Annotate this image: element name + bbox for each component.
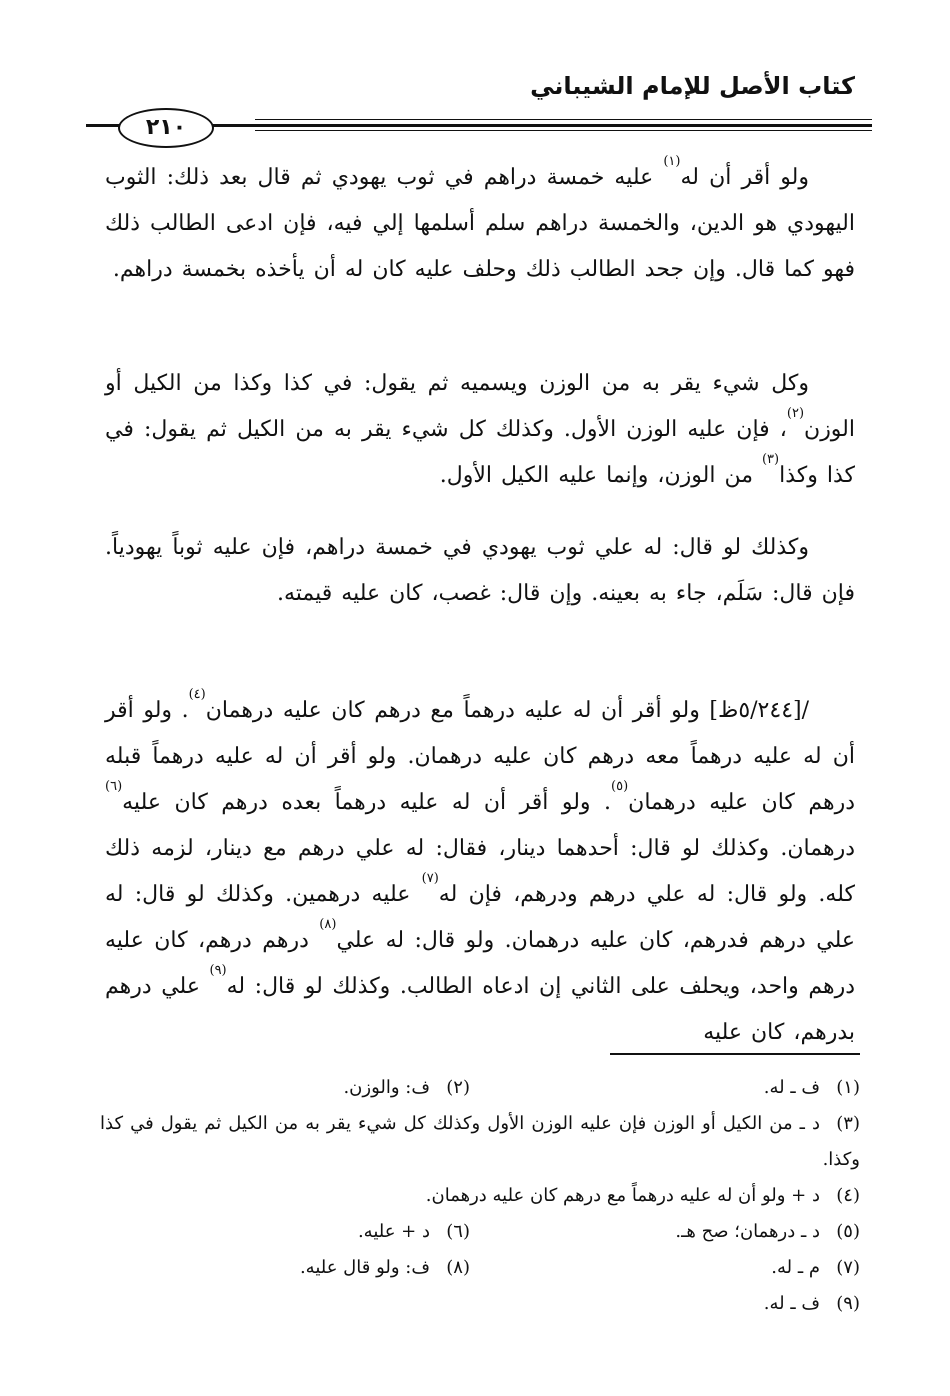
footnote-row: [100, 1178, 860, 1214]
paragraph-text: ولو أقر أن له عليه درهماً مع درهم كان عليه درهمان: [205, 698, 710, 723]
paragraph-text: علي درهم بدرهم، كان عليه: [105, 974, 855, 1045]
paragraph-text: ولو أقر أن له: [680, 165, 809, 190]
footnote-text: ف ـ له.: [763, 1293, 820, 1314]
footnote-ref-8[interactable]: (٨): [319, 917, 337, 932]
footnote-number: (٩): [836, 1293, 860, 1314]
footnote-ref-7[interactable]: (٧): [421, 871, 439, 886]
footnote-number: (٦): [446, 1221, 470, 1242]
paragraph-1: [105, 155, 855, 293]
footnote-number: (٧): [836, 1257, 860, 1278]
manuscript-folio-marker: /[٥/٢٤٤ظ]: [709, 698, 810, 723]
footnote-ref-5[interactable]: (٥): [611, 779, 629, 794]
paragraph-text: من الوزن، وإنما عليه الكيل الأول.: [439, 463, 762, 488]
footnote-3: [100, 1106, 860, 1178]
header-rule-top: [255, 119, 872, 120]
paragraph-text: وكل شيء يقر به من الوزن ويسميه ثم يقول: في كذا وكذا من الكيل أو الوزن: [105, 371, 855, 442]
footnote-2: [343, 1070, 470, 1106]
footnote-text: د ـ درهمان؛ صح هـ.: [675, 1221, 820, 1242]
footnote-7: [771, 1250, 860, 1286]
footnote-ref-1[interactable]: (١): [663, 154, 681, 169]
paragraph-text: ، فإن عليه الوزن الأول. وكذلك كل شيء يقر به من الكيل ثم يقول: في كذا وكذا: [105, 417, 855, 488]
footnote-row: [100, 1214, 860, 1250]
paragraph-text: . ولو أقر أن له عليه درهماً معه درهم كان عليه درهمان. ولو أقر أن له عليه درهماً قبله درهم كان عليه درهمان: [105, 698, 856, 815]
paragraph-text: درهم درهم، كان عليه درهم واحد، ويحلف على الثاني إن ادعاه الطالب. وكذلك لو قال: له: [105, 928, 855, 999]
footnote-text: د + ولو أن له عليه درهماً مع درهم كان عليه درهمان.: [425, 1185, 820, 1206]
footnote-ref-4[interactable]: (٤): [188, 687, 206, 702]
running-header-title: كتاب الأصل للإمام الشيباني: [530, 72, 855, 100]
page-number: ٢١٠: [118, 108, 214, 148]
footnote-1: [764, 1070, 860, 1106]
footnote-ref-3[interactable]: (٣): [761, 452, 780, 467]
footnote-text: ف ـ له.: [763, 1077, 820, 1098]
footnote-4: [426, 1178, 860, 1214]
footnote-text: م ـ له.: [771, 1257, 820, 1278]
footnote-separator: [610, 1053, 860, 1055]
header-rule-bottom: [255, 130, 872, 131]
footnote-number: (٢): [446, 1077, 470, 1098]
footnote-8: [300, 1250, 470, 1286]
footnote-number: (٤): [836, 1185, 860, 1206]
paragraph-text: درهمان. وكذلك لو قال: أحدهما دينار، فقال: له علي درهم مع دينار، لزمه ذلك كله. ولو قال: له علي درهم ودرهم، فإن له: [105, 836, 855, 907]
footnote-row: [100, 1286, 860, 1322]
paragraph-text: . ولو أقر أن له عليه درهماً بعده درهم كان عليه: [122, 790, 612, 815]
footnote-text: د ـ من الكيل أو الوزن فإن عليه الوزن الأول وكذلك كل شيء يقر به من الكيل ثم يقول في كذا وكذا.: [100, 1113, 860, 1170]
paragraph-4: [105, 688, 855, 1056]
footnotes: [100, 1070, 860, 1322]
footnote-number: (٣): [836, 1113, 860, 1134]
footnote-ref-2[interactable]: (٢): [786, 406, 805, 421]
footnote-row: [100, 1070, 860, 1106]
footnote-5: [675, 1214, 860, 1250]
paragraph-3: [105, 525, 855, 617]
footnote-number: (٨): [446, 1257, 470, 1278]
footnote-text: ف: ولو قال عليه.: [299, 1257, 430, 1278]
footnote-9: [764, 1286, 860, 1322]
footnote-number: (٥): [836, 1221, 860, 1242]
footnote-row: [100, 1250, 860, 1286]
footnote-6: [358, 1214, 470, 1250]
footnote-text: د + عليه.: [357, 1221, 430, 1242]
footnote-number: (١): [836, 1077, 860, 1098]
paragraph-text: عليه خمسة دراهم في ثوب يهودي ثم قال بعد ذلك: الثوب اليهودي هو الدين، والخمسة دراهم سلم أسلمها إلي فيه، فإن ادعى الطالب ذلك فهو كما قال. وإن جحد الطالب ذلك وحلف عليه كان له أن يأخذه بخمسة دراهم.: [105, 165, 855, 282]
footnote-row: [100, 1106, 860, 1178]
footnote-text: ف: والوزن.: [343, 1077, 430, 1098]
footnote-ref-6[interactable]: (٦): [105, 779, 123, 794]
paragraph-2: [105, 361, 855, 499]
footnote-ref-9[interactable]: (٩): [209, 963, 227, 978]
paragraph-text: عليه درهمين. وكذلك لو قال: له علي درهم فدرهم، كان عليه درهمان. ولو قال: له علي: [105, 882, 855, 953]
paragraph-text: وكذلك لو قال: له علي ثوب يهودي في خمسة دراهم، فإن عليه ثوباً يهودياً. فإن قال: سَلَم، جاء به بعينه. وإن قال: غصب، كان عليه قيمته.: [105, 535, 855, 606]
